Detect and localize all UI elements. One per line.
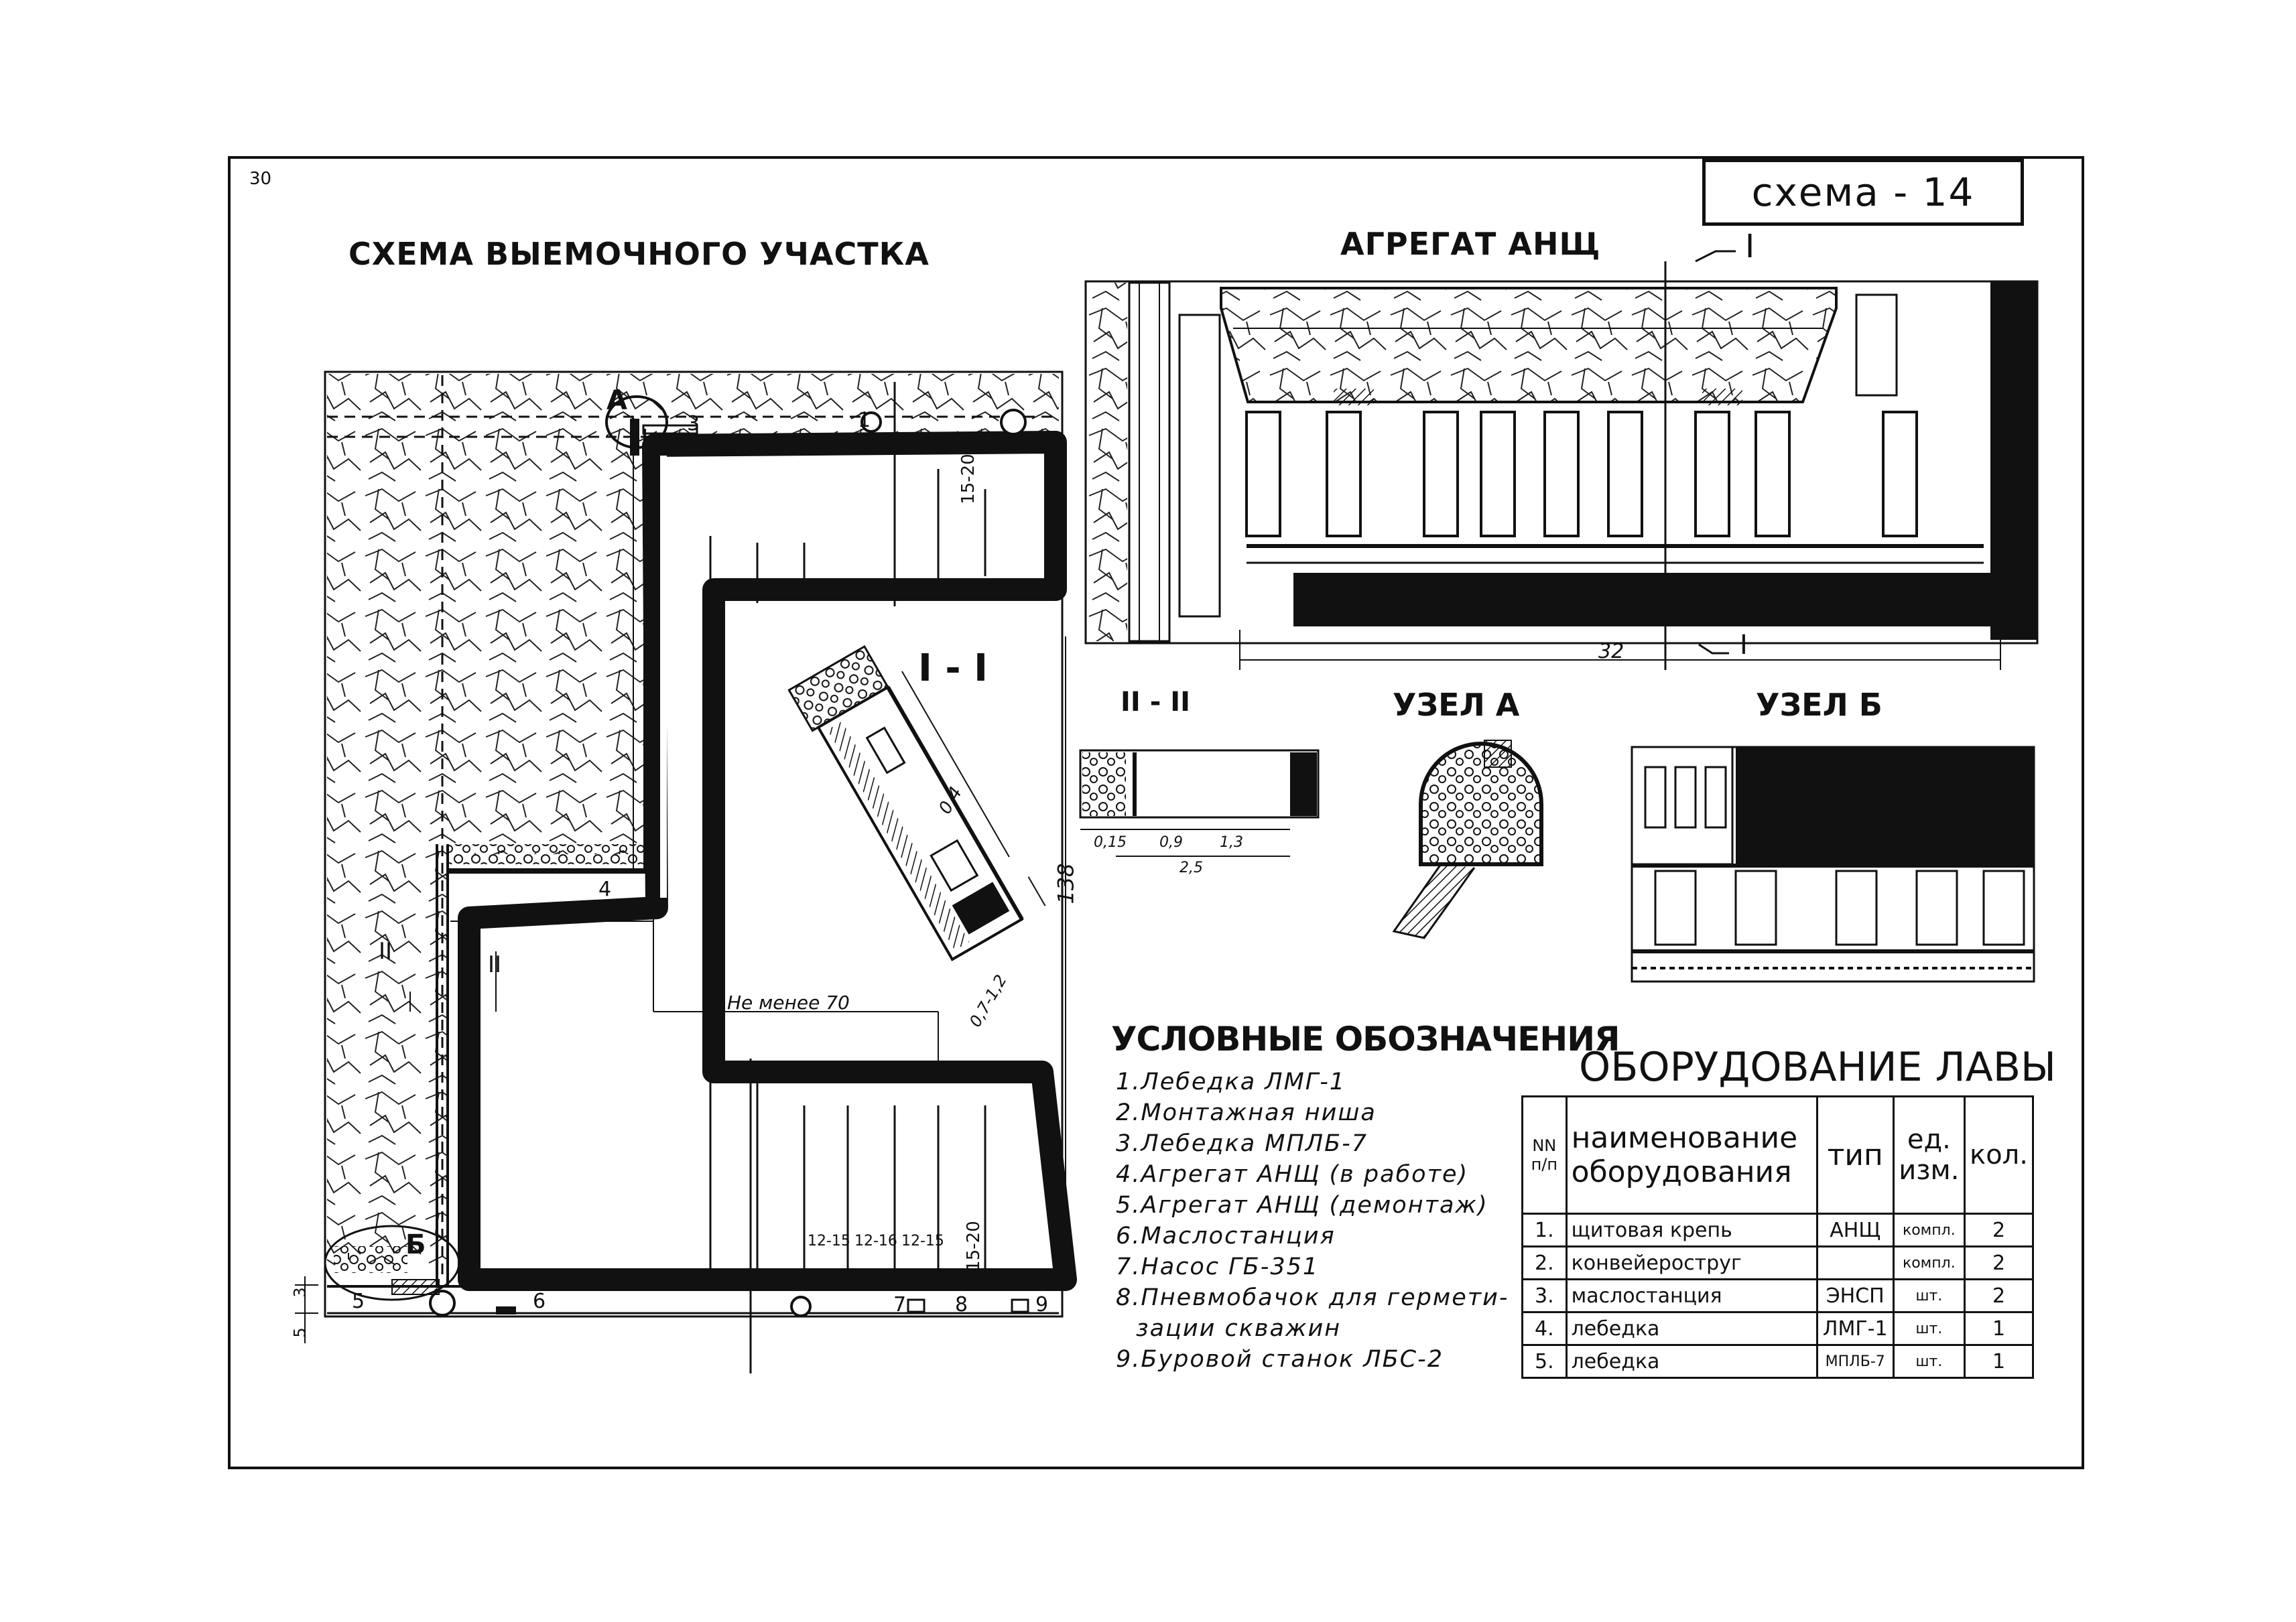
- section-07-12-dim: 0,7-1,2: [966, 971, 1011, 1030]
- section-2-title: II - II: [1121, 687, 1190, 718]
- table-row: [1523, 1312, 2033, 1345]
- row-type: АНЩ: [1817, 1214, 1893, 1247]
- dim-12-15-a: 12-15: [808, 1233, 850, 1249]
- header-name: наименование оборудования: [1566, 1097, 1817, 1214]
- row-name: щитовая крепь: [1566, 1214, 1817, 1247]
- node-a-marker: А: [607, 385, 627, 416]
- row-num: 4.: [1523, 1312, 1567, 1345]
- aggregate-drawing: [1086, 251, 2037, 670]
- table-row: [1523, 1214, 2033, 1247]
- row-name: конвейероструг: [1566, 1247, 1817, 1280]
- legend-item: 7.Насос ГБ-351: [1116, 1254, 1320, 1280]
- area-scheme-drawing: [295, 372, 1066, 1373]
- sec2-015-dim: 0,15: [1094, 834, 1127, 851]
- legend-item: 1.Лебедка ЛМГ-1: [1116, 1069, 1346, 1095]
- row-name: маслостанция: [1566, 1280, 1817, 1312]
- row-type: [1817, 1247, 1893, 1280]
- sec2-25-dim: 2,5: [1179, 860, 1203, 876]
- item-number-3: 3: [687, 412, 700, 435]
- node-b-marker: Б: [405, 1229, 426, 1260]
- row-qty: 2: [1965, 1247, 2033, 1280]
- row-num: 5.: [1523, 1345, 1567, 1378]
- scheme-label: схема - 14: [1751, 170, 1975, 215]
- node-a-title: УЗЕЛ А: [1393, 687, 1520, 723]
- item-number-4: 4: [598, 878, 612, 901]
- node-b-drawing: [1632, 747, 2034, 982]
- legend-item: 3.Лебедка МПЛБ-7: [1116, 1130, 1368, 1157]
- aggregate-width-dim: 32: [1598, 640, 1624, 663]
- section-marker-bottom: I: [1740, 630, 1748, 661]
- equipment-title: ОБОРУДОВАНИЕ ЛАВЫ: [1579, 1044, 2056, 1091]
- dim-15-20-top: 15-20: [958, 454, 978, 504]
- section-2-marker-right: II: [488, 951, 502, 978]
- row-qty: 2: [1965, 1214, 2033, 1247]
- legend-item: 6.Маслостанция: [1116, 1223, 1336, 1249]
- header-qty: кол.: [1965, 1097, 2033, 1214]
- section-1-title: I - I: [918, 647, 988, 690]
- legend-item: 8.Пневмобачок для гермети-: [1116, 1284, 1509, 1311]
- min-distance-dim: Не менее 70: [727, 992, 850, 1014]
- header-num: NN п/п: [1523, 1097, 1567, 1214]
- item-number-2: 2: [791, 435, 804, 459]
- height-138-dim: 138: [1053, 863, 1079, 904]
- legend-item: 5.Агрегат АНЩ (демонтаж): [1116, 1192, 1488, 1219]
- legend-title: УСЛОВНЫЕ ОБОЗНАЧЕНИЯ: [1111, 1020, 1620, 1059]
- item-number-9: 9: [1035, 1293, 1049, 1316]
- row-num: 2.: [1523, 1247, 1567, 1280]
- header-type: тип: [1817, 1097, 1893, 1214]
- item-number-5: 5: [352, 1290, 365, 1313]
- section-04-dim: 0,4: [935, 783, 967, 818]
- legend-list: [1116, 1067, 1509, 1375]
- sec2-13-dim: 1,3: [1220, 834, 1243, 851]
- row-num: 3.: [1523, 1280, 1567, 1312]
- legend-item: 2.Монтажная ниша: [1116, 1099, 1377, 1126]
- dim-12-15-b: 12-15: [901, 1233, 944, 1249]
- section-2-marker-left: II: [379, 938, 393, 965]
- section-1-drawing: [789, 633, 1045, 963]
- page-number: 30: [249, 169, 272, 189]
- table-row: [1523, 1280, 2033, 1312]
- aggregate-title: АГРЕГАТ АНЩ: [1340, 226, 1601, 262]
- row-qty: 1: [1965, 1345, 2033, 1378]
- table-row: [1523, 1345, 2033, 1378]
- header-unit: ед. изм.: [1893, 1097, 1964, 1214]
- equipment-table: [1521, 1095, 2034, 1379]
- row-unit: шт.: [1893, 1280, 1964, 1312]
- row-unit: шт.: [1893, 1345, 1964, 1378]
- left-3-dim: 3: [290, 1287, 310, 1298]
- dim-12-16: 12-16: [854, 1233, 897, 1249]
- row-num: 1.: [1523, 1214, 1567, 1247]
- legend-item: зации скважин: [1136, 1315, 1342, 1342]
- row-unit: шт.: [1893, 1312, 1964, 1345]
- row-unit: компл.: [1893, 1214, 1964, 1247]
- section-marker-top: I: [1745, 228, 1755, 265]
- row-name: лебедка: [1566, 1345, 1817, 1378]
- table-row: [1523, 1247, 2033, 1280]
- dim-15-20-bottom: 15-20: [963, 1221, 984, 1272]
- legend-item: 4.Агрегат АНЩ (в работе): [1116, 1161, 1469, 1188]
- sec2-09-dim: 0,9: [1159, 834, 1183, 851]
- legend-item: 9.Буровой станок ЛБС-2: [1116, 1346, 1444, 1373]
- equipment-header-row: [1523, 1097, 2033, 1214]
- row-name: лебедка: [1566, 1312, 1817, 1345]
- row-type: МПЛБ-7: [1817, 1345, 1893, 1378]
- row-type: ЛМГ-1: [1817, 1312, 1893, 1345]
- row-type: ЭНСП: [1817, 1280, 1893, 1312]
- item-number-6: 6: [533, 1290, 546, 1313]
- node-b-title: УЗЕЛ Б: [1756, 687, 1883, 723]
- row-qty: 2: [1965, 1280, 2033, 1312]
- face-width-dim: 32: [539, 900, 564, 923]
- left-5-dim: 5: [290, 1327, 310, 1338]
- row-qty: 1: [1965, 1312, 2033, 1345]
- item-number-1: 1: [858, 409, 871, 432]
- node-a-drawing: [1394, 740, 1541, 938]
- item-number-8: 8: [955, 1293, 968, 1316]
- item-number-7: 7: [893, 1293, 907, 1316]
- row-unit: компл.: [1893, 1247, 1964, 1280]
- area-scheme-title: СХЕМА ВЫЕМОЧНОГО УЧАСТКА: [348, 236, 930, 272]
